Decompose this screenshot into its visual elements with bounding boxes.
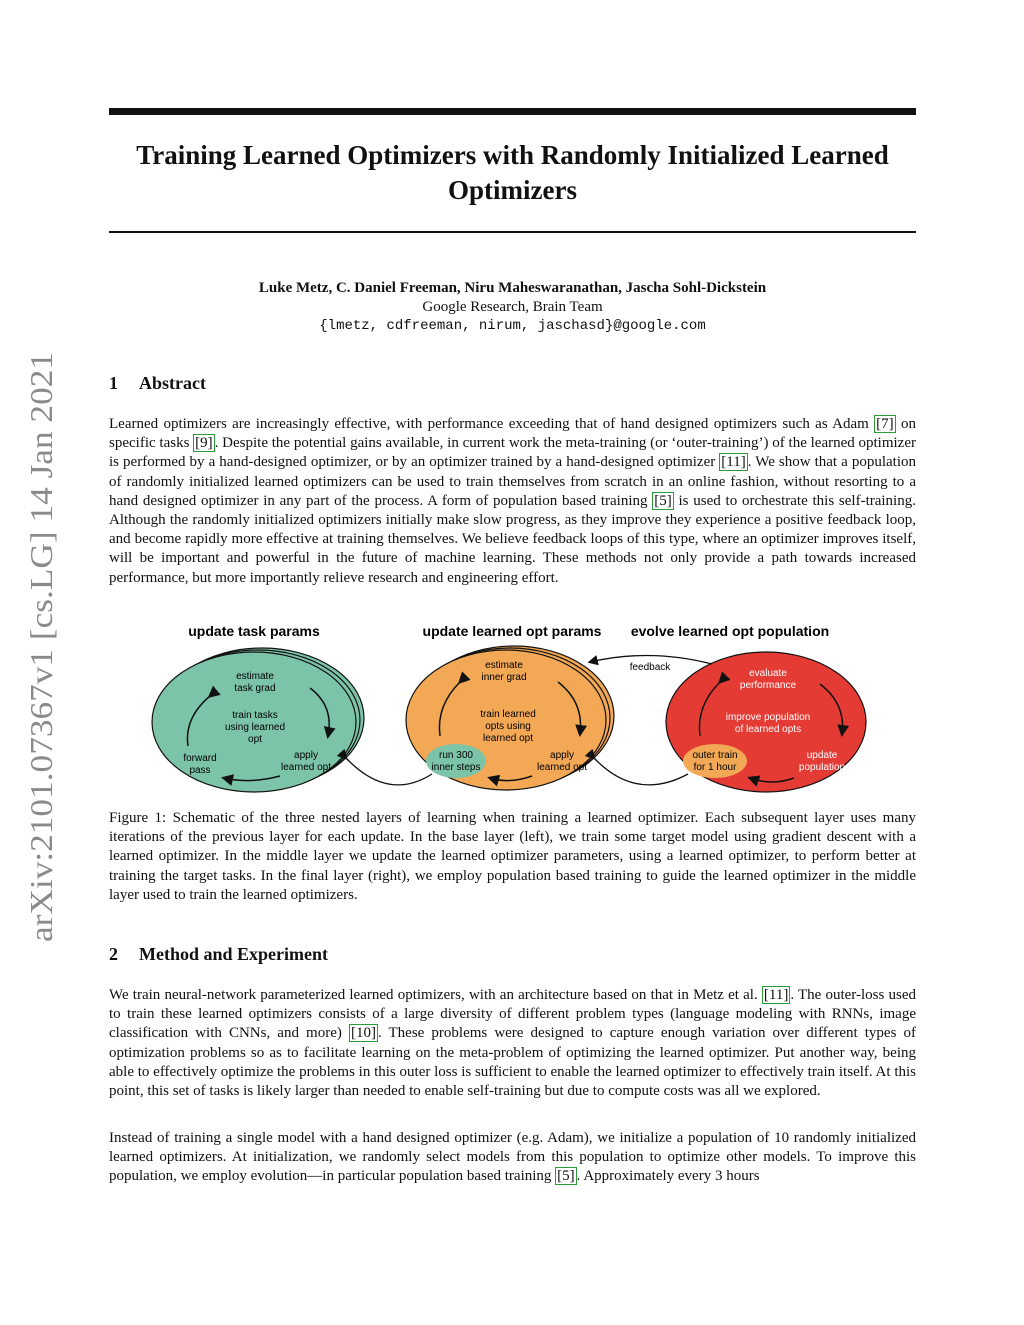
title-line-1: Training Learned Optimizers with Randomly Initialized Learned — [136, 140, 889, 170]
citation-link[interactable]: [11] — [721, 454, 746, 471]
citation-link[interactable]: [5] — [557, 1168, 575, 1185]
text-run: We train neural-network parameterized learned optimizers, with an architecture based on that in Metz et al. — [109, 987, 762, 1003]
link-arrow-green-orange — [346, 758, 432, 785]
author-block — [109, 279, 916, 336]
top-rule — [109, 108, 916, 115]
title-line-2: Optimizers — [448, 175, 577, 205]
text-run: . We show that a population of randomly initialized learned optimizers can be used to train themselves from scratch in an online fashion, without resorting to a hand designed optimizer in any part of the process. A form of population based training — [109, 454, 917, 509]
citation-link[interactable]: [7] — [876, 416, 894, 432]
fig-label: inner grad — [481, 672, 527, 683]
title-rule — [109, 231, 916, 233]
fig-label: improve population — [725, 712, 811, 723]
link-arrow-orange-red — [594, 758, 688, 785]
section-number: 2 — [109, 944, 118, 964]
fig-label: apply — [294, 750, 318, 761]
fig-label: estimate — [485, 660, 523, 671]
fig-label: estimate — [236, 671, 274, 682]
text-run: Instead of training a single model with a hand designed optimizer (e.g. Adam), we initialize a population of 10 randomly initialized learned optimizers. At initialization, we randomly select models from this population to optimize other models. To improve this population, we employ evolution—in particular population based training — [109, 1130, 916, 1185]
section-title: Method and Experiment — [139, 944, 328, 964]
text-run: is used to orchestrate this self-training. Although the randomly initialized optimizers initially make slow progress, as they improve they experience a positive feedback loop, and become rapidly more effective at training themselves. We believe feedback loops of this type, where an optimizer improves itself, will be important and powerful in the future of machine learning. These methods not only provide a path towards increased performance, but more importantly relieve research and engineering effort. — [109, 492, 916, 586]
fig-label: learned opt — [536, 762, 588, 773]
fig-label: outer train — [692, 750, 738, 761]
fig-label: using learned — [224, 722, 286, 733]
figure-header-2: update learned opt params — [422, 623, 602, 639]
figure-1 — [140, 618, 900, 794]
text-run: on specific tasks — [109, 416, 917, 452]
method-paragraph-1 — [109, 986, 916, 1101]
paper-title — [109, 138, 916, 208]
fig-label: learned opt — [482, 733, 534, 744]
affiliation: Google Research, Brain Team — [422, 299, 603, 315]
fig-label: opts using — [485, 721, 531, 732]
fig-label: population — [798, 762, 846, 773]
fig-label: run 300 — [439, 750, 473, 761]
fig-label: train tasks — [232, 710, 278, 721]
citation-link[interactable]: [11] — [763, 987, 789, 1003]
section-2-heading — [109, 943, 328, 965]
fig-label: pass — [189, 765, 211, 776]
citation-link[interactable]: [10] — [350, 1025, 376, 1042]
text-run: . Despite the potential gains available, in current work the meta-training (or ‘outer-training’) of the learned optimizer is performed by a hand-designed optimizer, or by an optimizer trained by a hand-designed optimizer — [109, 435, 916, 471]
method-paragraph-2 — [109, 1129, 916, 1187]
text-run: . Approximately every 3 hours — [576, 1168, 760, 1185]
text-run: . These problems were designed to capture enough variation over different types of optimization problems so as to facilitate learning on the meta-problem of optimizing the learned optimizer. Put another way, being able to effectively optimize the problems in this outer loss is sufficient to enable the learned optimizer to effectively train itself. At this point, this set of tasks is likely larger than needed to enable self-training but due to compute costs was all we explored. — [109, 1025, 916, 1100]
fig-label: learned opt — [280, 762, 332, 773]
section-1-heading — [109, 372, 206, 394]
feedback-label: feedback — [629, 662, 671, 673]
arxiv-side-text: arXiv:2101.07367v1 [cs.LG] 14 Jan 2021 — [23, 406, 59, 942]
fig-label: update — [806, 750, 838, 761]
section-number: 1 — [109, 373, 118, 393]
fig-label: opt — [248, 734, 262, 745]
fig-label: apply — [550, 750, 574, 761]
text-run: Learned optimizers are increasingly effective, with performance exceeding that of hand designed optimizers such as Adam — [109, 416, 875, 432]
fig-label: performance — [739, 680, 797, 691]
fig-label: forward — [183, 753, 217, 764]
fig-label: task grad — [234, 683, 276, 694]
fig-label: for 1 hour — [693, 762, 737, 773]
section-title: Abstract — [139, 373, 206, 393]
abstract-paragraph — [109, 415, 916, 588]
text-run: . The outer-loss used to train these learned optimizers consists of a large diversity of different problem types (language modeling with RNNs, image classification with CNNs, and more) — [109, 987, 916, 1042]
figure-1-diagram — [140, 618, 900, 794]
arxiv-side-label — [18, 350, 62, 945]
fig-label: inner steps — [431, 762, 481, 773]
author-emails: {lmetz, cdfreeman, nirum, jaschasd}@google.com — [319, 318, 706, 334]
author-names: Luke Metz, C. Daniel Freeman, Niru Maheswaranathan, Jascha Sohl-Dickstein — [258, 280, 767, 296]
citation-link[interactable]: [9] — [195, 435, 213, 452]
arxiv-side-label-svg — [18, 350, 62, 945]
figure-header-1: update task params — [188, 623, 320, 639]
figure-1-caption: Figure 1: Schematic of the three nested layers of learning when training a learned optimizer. Each subsequent layer uses many iterations of the previous layer for each update. In the base layer (left), we train some target model using gradient descent with a learned optimizer. In the middle layer we update the learned optimizer parameters, using a learned optimizer, to perform better at training the target tasks. In the final layer (right), we employ population based training to guide the learned optimizer in the middle layer used to train the learned optimizers. — [109, 810, 916, 903]
citation-link[interactable]: [5] — [654, 492, 672, 509]
figure-header-3: evolve learned opt population — [630, 623, 830, 639]
fig-label: of learned opts — [734, 724, 802, 735]
fig-label: train learned — [480, 709, 536, 720]
fig-label: evaluate — [749, 668, 787, 679]
